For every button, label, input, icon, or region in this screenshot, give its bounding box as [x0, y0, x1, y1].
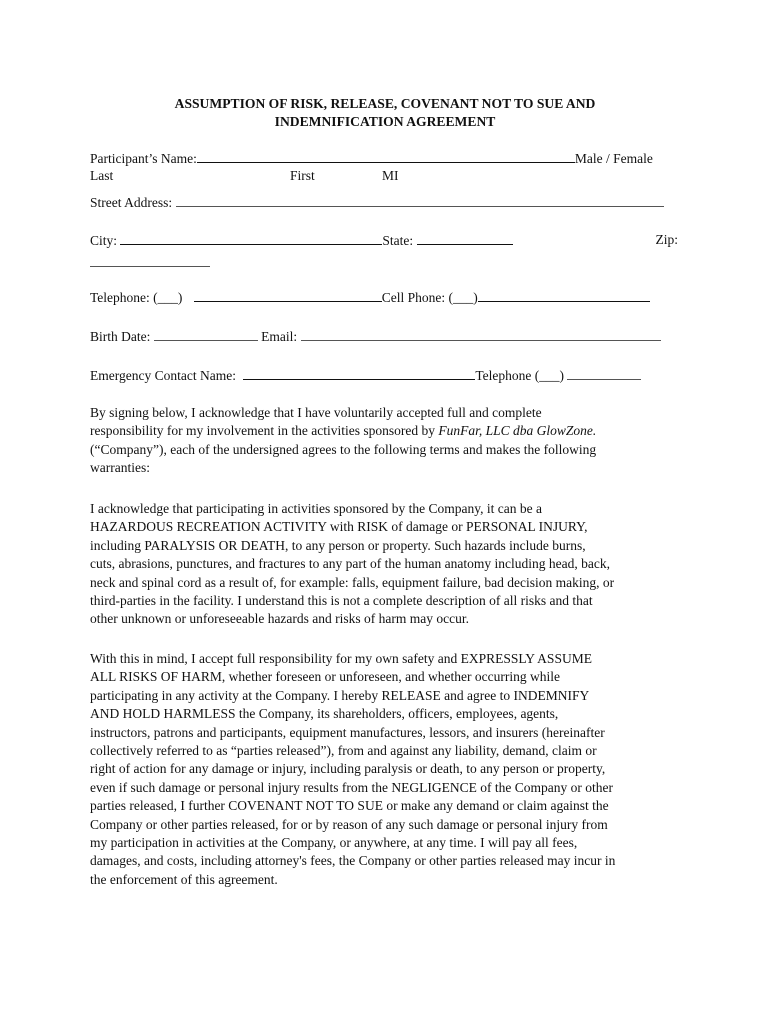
paragraph-line: cuts, abrasions, punctures, and fractures to any part of the human anatomy including head, back,: [90, 556, 610, 572]
emergency-contact-row: [90, 366, 678, 385]
release-paragraph: [90, 650, 686, 889]
birth-date-field[interactable]: [154, 327, 258, 341]
city-label: City:: [90, 233, 118, 248]
telephone-label: Telephone:: [90, 290, 150, 305]
document-title: [0, 95, 770, 131]
paragraph-line: parties released, I further COVENANT NOT TO SUE or make any demand or claim against the: [90, 798, 609, 814]
paragraph-line: other unknown or unforeseeable hazards and risks of harm may occur.: [90, 611, 469, 627]
paragraph-line: collectively referred to as “parties released”), from and against any liability, demand, claim or: [90, 743, 597, 759]
paragraph-line: even if such damage or personal injury results from the NEGLIGENCE of the Company or other: [90, 779, 613, 795]
state-label: State:: [382, 233, 414, 248]
zip-field[interactable]: [90, 266, 210, 267]
paragraph-line: damages, and costs, including attorney's fees, the Company or other parties released may incur in: [90, 853, 616, 869]
paragraph-line: HAZARDOUS RECREATION ACTIVITY with RISK of damage or PERSONAL INJURY,: [90, 519, 588, 535]
email-field[interactable]: [301, 327, 661, 341]
paragraph-line: [90, 422, 686, 440]
name-sub-last: Last: [90, 168, 114, 183]
zip-label: Zip:: [655, 232, 678, 247]
email-label: Email:: [261, 329, 298, 344]
paragraph-line: my participation in activities at the Company, or anywhere, at any time. I will pay all fees,: [90, 835, 578, 851]
paragraph-line: By signing below, I acknowledge that I have voluntarily accepted full and complete: [90, 405, 542, 420]
title-line-1: ASSUMPTION OF RISK, RELEASE, COVENANT NOT TO SUE AND: [174, 96, 596, 111]
emergency-telephone-label: Telephone: [475, 368, 532, 383]
paragraph-line: I acknowledge that participating in activities sponsored by the Company, it can be a: [90, 501, 542, 516]
paragraph-line: ALL RISKS OF HARM, whether foreseen or unforeseen, and whether occurring while: [90, 669, 561, 685]
paragraph-line: the enforcement of this agreement.: [90, 871, 278, 887]
paragraph-line: third-parties in the facility. I understand this is not a complete description of all risks and that: [90, 593, 593, 609]
paragraph-line: (“Company”), each of the undersigned agrees to the following terms and makes the following: [90, 441, 597, 457]
participant-name-row: [90, 149, 678, 168]
company-name: FunFar, LLC dba GlowZone.: [438, 423, 597, 439]
telephone-area-code[interactable]: (___): [153, 290, 183, 305]
city-state-zip-row: [90, 231, 678, 250]
paragraph-line: With this in mind, I accept full responsibility for my own safety and EXPRESSLY ASSUME: [90, 651, 592, 666]
street-address-field[interactable]: [176, 193, 664, 207]
participant-name-field[interactable]: [197, 149, 575, 163]
emergency-telephone-area-code[interactable]: (___): [534, 368, 564, 383]
street-address-row: [90, 193, 678, 212]
city-field[interactable]: [120, 231, 382, 245]
paragraph-line: right of action for any damage or injury, including paralysis or death, to any person or property,: [90, 761, 606, 777]
emergency-contact-field[interactable]: [243, 366, 475, 380]
acknowledgment-paragraph: [90, 404, 686, 478]
title-line-2: INDEMNIFICATION AGREEMENT: [274, 114, 496, 129]
paragraph-line: neck and spinal cord as a result of, for example: falls, equipment failure, bad decision making, or: [90, 574, 615, 590]
paragraph-text: responsibility for my involvement in the activities sponsored by: [90, 423, 439, 439]
emergency-contact-label: Emergency Contact Name:: [90, 368, 236, 383]
paragraph-line: Company or other parties released, for or by reason of any such damage or personal injury from: [90, 816, 608, 832]
name-sub-first: First: [290, 168, 315, 183]
participant-name-label: Participant’s Name:: [90, 151, 197, 166]
paragraph-line: instructors, patrons and participants, equipment manufactures, lessors, and insurers (hereinafter: [90, 724, 605, 740]
gender-label[interactable]: Male / Female: [574, 151, 653, 166]
cell-phone-label: Cell Phone:: [381, 290, 446, 305]
paragraph-line: warranties:: [90, 460, 150, 476]
state-field[interactable]: [417, 231, 513, 245]
cell-phone-field[interactable]: [478, 288, 650, 302]
telephone-row: [90, 288, 678, 307]
hazard-paragraph: [90, 500, 686, 629]
paragraph-line: participating in any activity at the Company. I hereby RELEASE and agree to INDEMNIFY: [90, 687, 590, 703]
birth-date-label: Birth Date:: [90, 329, 151, 344]
paragraph-line: including PARALYSIS OR DEATH, to any person or property. Such hazards include burns,: [90, 537, 586, 553]
name-sub-mi: MI: [382, 168, 399, 183]
telephone-field[interactable]: [194, 288, 382, 302]
birth-email-row: [90, 327, 678, 346]
paragraph-line: AND HOLD HARMLESS the Company, its shareholders, officers, employees, agents,: [90, 706, 559, 722]
cell-phone-area-code[interactable]: (___): [448, 290, 478, 305]
street-address-label: Street Address:: [90, 195, 173, 210]
emergency-telephone-field[interactable]: [567, 366, 641, 380]
